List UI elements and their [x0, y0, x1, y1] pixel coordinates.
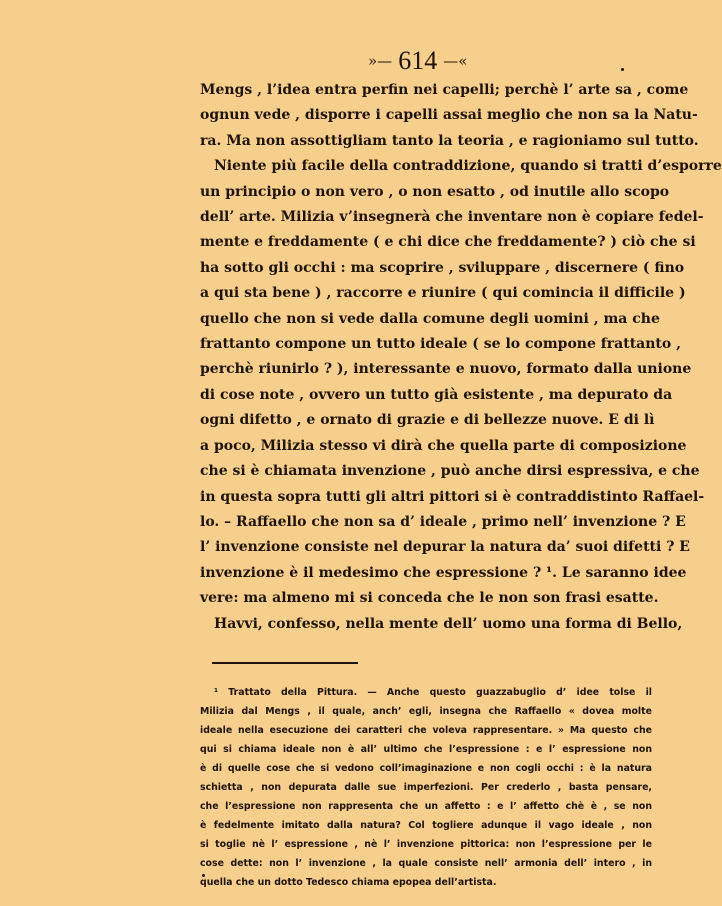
- footnote-separator: [212, 662, 358, 664]
- text-line: vere: ma almeno mi si conceda che le non son frasi esatte.: [200, 590, 659, 607]
- text-line: ra. Ma non assottigliam tanto la teoria , e ragioniamo sul tutto.: [200, 132, 699, 149]
- text-line: lo. – Raffaello che non sa d’ ideale , primo nell’ invenzione ? E: [200, 513, 686, 530]
- footnote-line: che l’espressione non rappresenta che un affetto : e l’ affetto chè è , se non: [200, 801, 652, 812]
- page-number: 614: [398, 46, 438, 75]
- right-ornament-icon: —«: [443, 51, 468, 70]
- text-line: ognun vede , disporre i capelli assai meglio che non sa la Natu-: [200, 107, 698, 124]
- text-line: Mengs , l’idea entra perfin nei capelli; perchè l’ arte sa , come: [200, 82, 689, 98]
- page-header: [368, 48, 467, 74]
- text-line: ogni difetto , e ornato di grazie e di bellezze nuove. E di lì: [200, 412, 655, 429]
- footnote-line: qui si chiama ideale non è all’ ultimo che l’espressione : e l’ espressione non: [200, 744, 652, 755]
- footnote-line: schietta , non depurata dalle sue imperfezioni. Per crederlo , basta pensare,: [200, 782, 652, 793]
- footnote-line: è di quelle cose che si vedono coll’imaginazione e non cogli occhi : è la natura: [200, 763, 652, 774]
- text-line: Niente più facile della contraddizione, quando si tratti d’esporre: [214, 158, 722, 175]
- text-line: quello che non si vede dalla comune degli uomini , ma che: [200, 310, 660, 327]
- footnote-line: Milizia dal Mengs , il quale, anch’ egli, insegna che Raffaello « dovea molte: [200, 706, 652, 717]
- footnote: [200, 683, 652, 892]
- text-line: dell’ arte. Milizia v’insegnerà che inventare non è copiare fedel-: [200, 209, 704, 226]
- text-line: invenzione è il medesimo che espressione ? ¹. Le saranno idee: [200, 564, 687, 581]
- footnote-line: ideale nella esecuzione dei caratteri che voleva rappresentare. » Ma questo che: [200, 725, 652, 736]
- text-line: di cose note , ovvero un tutto già esistente , ma depurato da: [200, 386, 673, 403]
- footnote-line: cose dette: non l’ invenzione , la quale consiste nell’ armonia dell’ intero , in: [200, 858, 652, 869]
- footnote-line: quella che un dotto Tedesco chiama epopea dell’artista.: [200, 877, 497, 888]
- ink-speck: [621, 68, 624, 71]
- text-line: l’ invenzione consiste nel depurar la natura da’ suoi difetti ? E: [200, 539, 690, 556]
- text-line: perchè riunirlo ? ), interessante e nuovo, formato dalla unione: [200, 361, 692, 378]
- footnote-line: è fedelmente imitato dalla natura? Col togliere adunque il vago ideale , non: [200, 820, 652, 831]
- text-line: ha sotto gli occhi : ma scoprire , sviluppare , discernere ( fino: [200, 259, 685, 276]
- footnote-line: ¹ Trattato della Pittura. — Anche questo guazzabuglio d’ idee tolse il: [214, 687, 652, 698]
- text-line: mente e freddamente ( e chi dice che freddamente? ) ciò che si: [200, 234, 696, 251]
- main-text: [200, 78, 722, 637]
- text-line: frattanto compone un tutto ideale ( se lo compone frattanto ,: [200, 336, 681, 353]
- text-line: a qui sta bene ) , raccorre e riunire ( qui comincia il difficile ): [200, 285, 686, 302]
- text-line: Havvi, confesso, nella mente dell’ uomo una forma di Bello,: [214, 615, 683, 632]
- text-line: a poco, Milizia stesso vi dirà che quella parte di composizione: [200, 437, 687, 454]
- text-line: un principio o non vero , o non esatto , od inutile allo scopo: [200, 183, 670, 200]
- ink-speck: [202, 874, 205, 877]
- left-ornament-icon: »—: [368, 51, 393, 70]
- text-line: in questa sopra tutti gli altri pittori si è contraddistinto Raffael-: [200, 488, 705, 505]
- text-line: che si è chiamata invenzione , può anche dirsi espressiva, e che: [200, 463, 700, 480]
- footnote-line: si toglie nè l’ espressione , nè l’ invenzione pittorica: non l’espressione per le: [200, 839, 652, 850]
